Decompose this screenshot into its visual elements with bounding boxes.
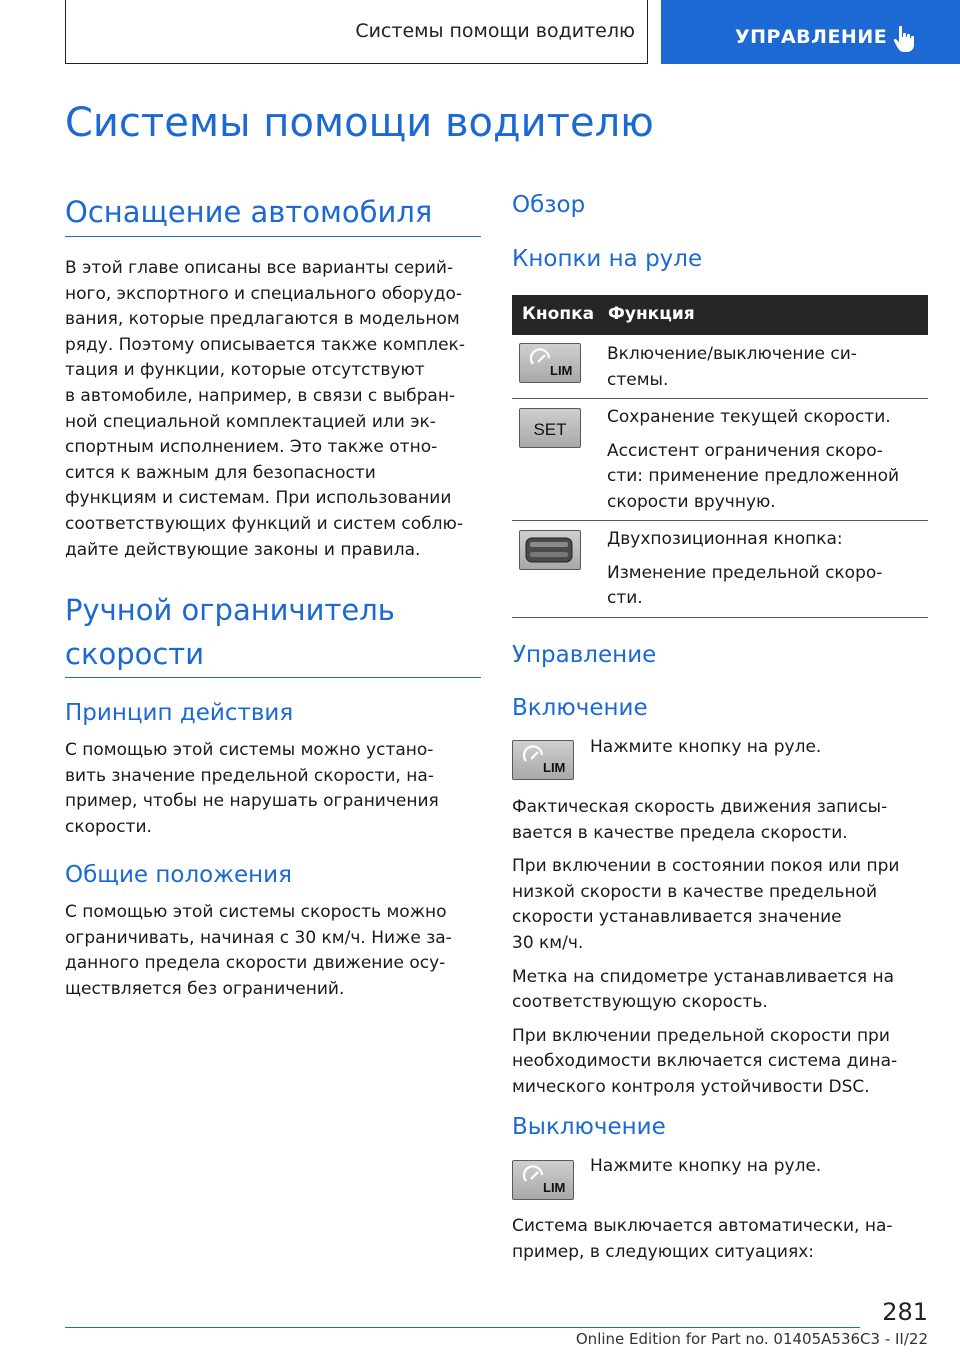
table-row-divider: [512, 617, 928, 618]
hand-pointer-icon: [893, 24, 919, 54]
table-col-function: Функция: [608, 304, 695, 324]
page-number: 281: [882, 1298, 928, 1326]
header-section-title: Системы помощи водителю: [355, 20, 635, 42]
off-heading: Выключение: [512, 1114, 666, 1140]
lim-speed-icon: [512, 1160, 574, 1200]
svg-text:LIM: LIM: [543, 1180, 566, 1195]
set-button-icon: [519, 408, 581, 448]
page-title: Системы помощи водителю: [65, 100, 654, 146]
general-heading: Общие положения: [65, 862, 292, 888]
svg-text:SET: SET: [533, 420, 567, 439]
table-header: [512, 295, 928, 335]
on-heading: Включение: [512, 695, 648, 721]
principle-paragraph: С помощью этой системы можно устано- вить значение предельной скорости, на- пример, чтобы не нарушать ограничения скорости.: [65, 740, 439, 837]
svg-text:LIM: LIM: [550, 363, 573, 378]
overview-heading: Обзор: [512, 192, 586, 218]
lim-speed-icon: [512, 740, 574, 780]
svg-text:LIM: LIM: [543, 760, 566, 775]
off-instruction: Нажмите кнопку на руле.: [590, 1156, 822, 1176]
table-row-1-function: Включение/выключение си- стемы.: [607, 344, 857, 390]
general-paragraph: С помощью этой системы скорость можно ограничивать, начиная с 30 км/ч. Ниже за- данного предела скорости движение осу- ществляется без ограничений.: [65, 902, 452, 999]
lim-speed-icon: [519, 343, 581, 383]
table-row-divider: [512, 520, 928, 521]
rocker-switch-icon: [519, 530, 581, 570]
off-paragraph: Система выключается автоматически, на- пример, в следующих ситуациях:: [512, 1216, 893, 1262]
on-instruction: Нажмите кнопку на руле.: [590, 737, 822, 757]
table-row-3-function: Двухпозиционная кнопка: Изменение предельной скоро- сти.: [607, 529, 883, 609]
header-tab-label: УПРАВЛЕНИЕ: [735, 26, 888, 48]
equipment-rule: [65, 236, 481, 237]
limiter-heading: Ручной ограничитель скорости: [65, 593, 395, 671]
footer-edition: Online Edition for Part no. 01405A536C3 - II/22: [575, 1330, 928, 1348]
on-paragraphs: Фактическая скорость движения записы- вается в качестве предела скорости. При включении в состоянии покоя или при низкой скорости в качестве предельной скорости устанавливается значение 30 км/ч. Метка на спидометре устанавливается на соответствующую скорость. При включении предельной скорости при необходимости включается система дина- мического контроля устойчивости DSC.: [512, 797, 900, 1097]
buttons-heading: Кнопки на руле: [512, 246, 703, 272]
control-heading: Управление: [512, 642, 657, 668]
footer-rule: [65, 1327, 860, 1328]
principle-heading: Принцип действия: [65, 700, 294, 726]
table-row-divider: [512, 398, 928, 399]
limiter-rule: [65, 677, 481, 678]
equipment-paragraph: В этой главе описаны все варианты серий- ного, экспортного и специального оборудо- вания, которые предлагаются в модельном ряду. Поэтому описывается также комплек- тация и функции, которые отсутствуют в автомобиле, например, в связи с выбран- ной специальной комплектацией или эк- спортным исполнением. Это также отно- сится к важным для безопасности функциям и системам. При использовании соответствующих функций и систем соблю- дайте действующие законы и правила.: [65, 258, 465, 560]
table-col-button: Кнопка: [522, 304, 595, 324]
table-row-2-function: Сохранение текущей скорости. Ассистент ограничения скоро- сти: применение предложенной скорости вручную.: [607, 407, 900, 512]
equipment-heading: Оснащение автомобиля: [65, 195, 433, 229]
